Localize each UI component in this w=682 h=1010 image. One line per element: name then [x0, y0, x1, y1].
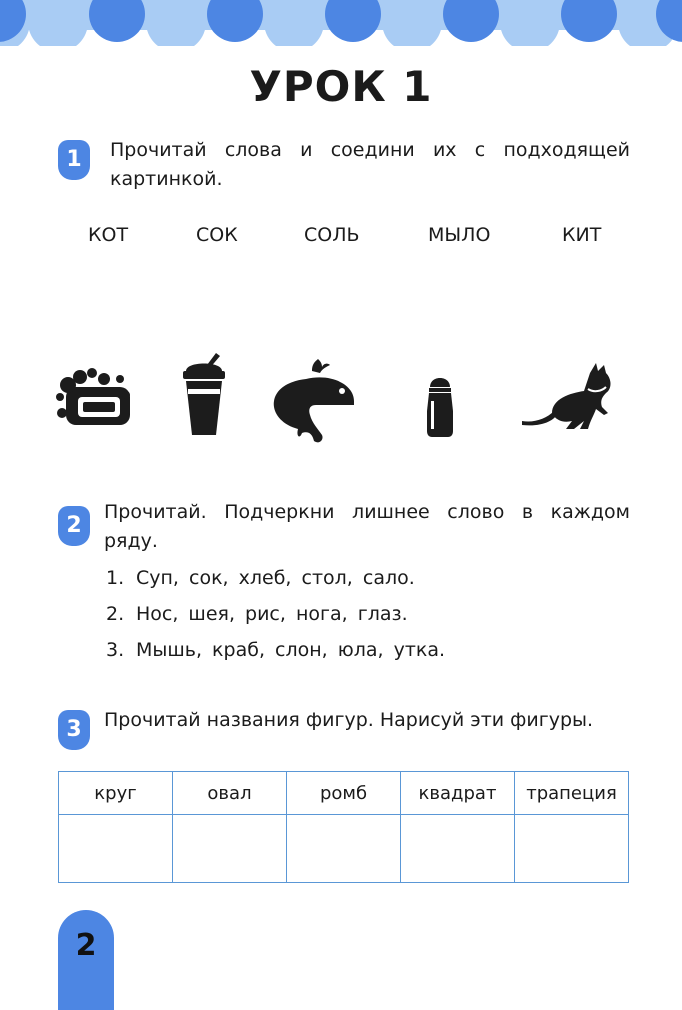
picture-row: [50, 345, 630, 455]
list-item: [106, 635, 445, 671]
task-3-text: Прочитай названия фигур. Нарисуй эти фигуры.: [104, 709, 594, 731]
cat-icon[interactable]: [518, 359, 616, 435]
drink-cup-icon[interactable]: [180, 349, 228, 437]
list-item-number: 2.: [106, 603, 125, 625]
word-rows: [106, 563, 445, 671]
scalloped-border: [0, 0, 682, 46]
task-1-badge: 1: [58, 140, 90, 180]
list-item-text[interactable]: Мышь, краб, слон, юла, утка.: [136, 639, 446, 661]
word-list: [0, 224, 682, 254]
drawing-cell[interactable]: [173, 815, 287, 883]
soap-icon[interactable]: [56, 367, 132, 427]
shape-name-cell: круг: [59, 772, 173, 815]
word-item[interactable]: СОК: [196, 224, 238, 246]
shape-name-cell: квадрат: [401, 772, 515, 815]
drawing-cell[interactable]: [515, 815, 629, 883]
list-item-text[interactable]: Суп, сок, хлеб, стол, сало.: [136, 567, 415, 589]
page-number: 2: [75, 928, 97, 963]
shape-name-cell: трапеция: [515, 772, 629, 815]
list-item-number: 1.: [106, 567, 125, 589]
lesson-title: УРОК 1: [249, 62, 433, 111]
drawing-row: [59, 815, 629, 883]
task-1-text: Прочитай слова и соедини их с подходящей картинкой.: [110, 139, 630, 190]
task-3-badge: 3: [58, 710, 90, 750]
table-header-row: [59, 772, 629, 815]
salt-shaker-icon[interactable]: [424, 371, 456, 437]
word-item[interactable]: КОТ: [88, 224, 129, 246]
list-item-number: 3.: [106, 639, 125, 661]
whale-icon[interactable]: [272, 359, 356, 447]
drawing-cell[interactable]: [59, 815, 173, 883]
word-item[interactable]: СОЛЬ: [304, 224, 360, 246]
shape-name-cell: ромб: [287, 772, 401, 815]
list-item: [106, 599, 445, 635]
drawing-cell[interactable]: [287, 815, 401, 883]
shapes-table: [58, 771, 629, 883]
shape-name-cell: овал: [173, 772, 287, 815]
word-item[interactable]: МЫЛО: [428, 224, 491, 246]
task-2-text: Прочитай. Подчеркни лишнее слово в каждом ряду.: [104, 501, 630, 552]
task-2-badge: 2: [58, 506, 90, 546]
list-item-text[interactable]: Нос, шея, рис, нога, глаз.: [136, 603, 408, 625]
list-item: [106, 563, 445, 599]
drawing-cell[interactable]: [401, 815, 515, 883]
word-item[interactable]: КИТ: [562, 224, 602, 246]
